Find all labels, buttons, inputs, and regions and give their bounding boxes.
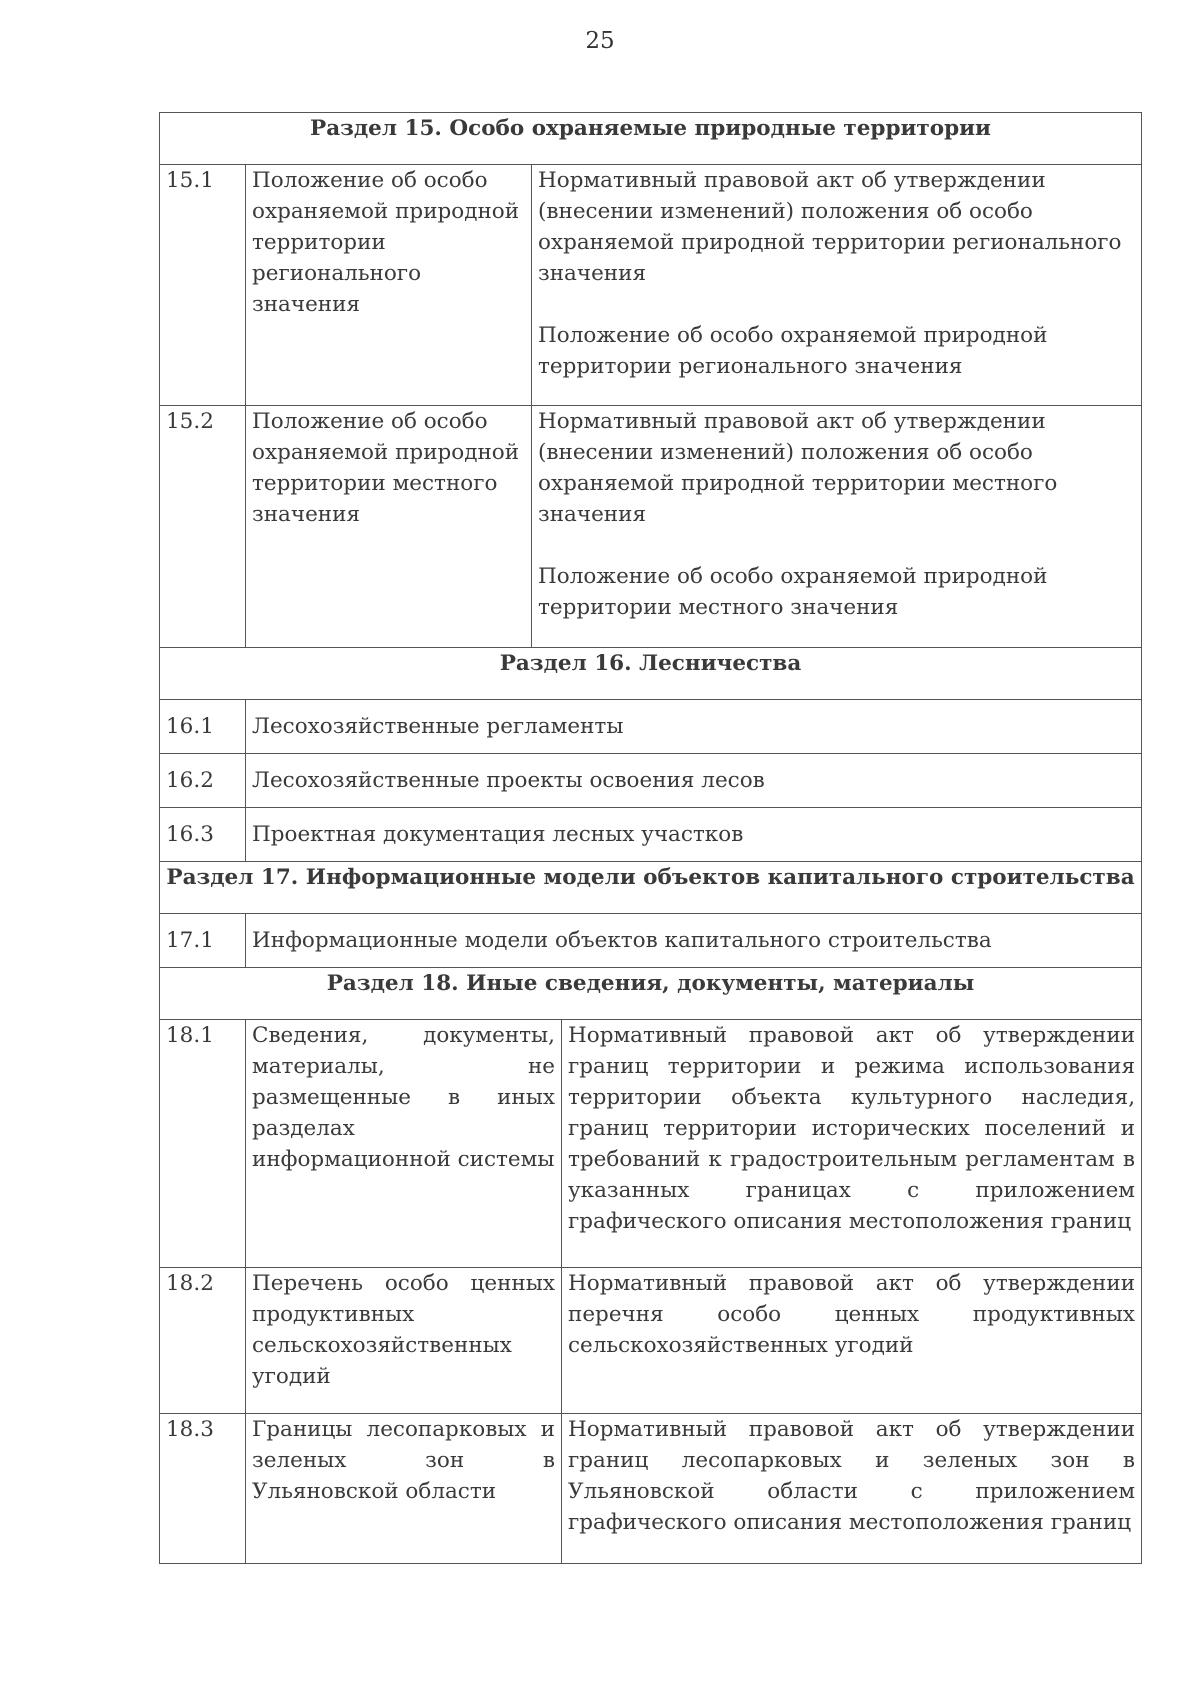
row-number: 16.1 [160, 700, 246, 754]
row-document-act: Нормативный правовой акт об утверждении (внесении изменений) положения об особо охраняемой природной территории регионального значения [538, 168, 1122, 286]
section-15-header-row [160, 113, 1142, 165]
table-row [160, 1020, 1142, 1268]
table-row [160, 754, 1142, 808]
row-number: 18.1 [160, 1020, 246, 1268]
row-text: Лесохозяйственные регламенты [246, 700, 1142, 754]
row-text: Информационные модели объектов капитального строительства [246, 914, 1142, 968]
row-document-regulation: Положение об особо охраняемой природной территории регионального значения [538, 323, 1048, 379]
section-title: Раздел 16. Лесничества [160, 648, 1142, 700]
table-row [160, 1268, 1142, 1414]
section-17-header-row [160, 862, 1142, 914]
row-name: Сведения, документы, материалы, не размещенные в иных разделах информационной системы [246, 1020, 562, 1268]
row-text: Проектная документация лесных участков [246, 808, 1142, 862]
row-number: 18.3 [160, 1414, 246, 1564]
section-16-header-row [160, 648, 1142, 700]
row-document-regulation: Положение об особо охраняемой природной территории местного значения [538, 564, 1048, 620]
row-name: Границы лесопарковых и зеленых зон в Ульяновской области [246, 1414, 562, 1564]
row-number: 15.1 [160, 165, 246, 406]
row-name: Положение об особо охраняемой природной территории регионального значения [246, 165, 532, 406]
row-number: 15.2 [160, 406, 246, 648]
row-document: Нормативный правовой акт об утверждении перечня особо ценных продуктивных сельскохозяйственных угодий [562, 1268, 1142, 1414]
row-name: Положение об особо охраняемой природной территории местного значения [246, 406, 532, 648]
section-title: Раздел 15. Особо охраняемые природные территории [160, 113, 1142, 165]
table-row [160, 700, 1142, 754]
table-row [160, 914, 1142, 968]
row-number: 16.3 [160, 808, 246, 862]
row-text: Лесохозяйственные проекты освоения лесов [246, 754, 1142, 808]
table-row [160, 165, 1142, 406]
row-documents [532, 406, 1142, 648]
documents-table [159, 112, 1142, 1564]
page-number: 25 [585, 28, 615, 54]
row-document-act: Нормативный правовой акт об утверждении (внесении изменений) положения об особо охраняемой природной территории местного значения [538, 409, 1058, 527]
section-18-header-row [160, 968, 1142, 1020]
table-row [160, 406, 1142, 648]
row-documents [532, 165, 1142, 406]
row-number: 16.2 [160, 754, 246, 808]
row-number: 18.2 [160, 1268, 246, 1414]
row-document: Нормативный правовой акт об утверждении границ территории и режима использования территории объекта культурного наследия, границ территории исторических поселений и требований к градостроительным регламентам в указанных границах с приложением графического описания местоположения границ [562, 1020, 1142, 1268]
row-name: Перечень особо ценных продуктивных сельскохозяйственных угодий [246, 1268, 562, 1414]
table-row [160, 1414, 1142, 1564]
table-row [160, 808, 1142, 862]
row-number: 17.1 [160, 914, 246, 968]
section-title: Раздел 17. Информационные модели объектов капитального строительства [160, 862, 1142, 914]
section-title: Раздел 18. Иные сведения, документы, материалы [160, 968, 1142, 1020]
row-document: Нормативный правовой акт об утверждении границ лесопарковых и зеленых зон в Ульяновской области с приложением графического описания местоположения границ [562, 1414, 1142, 1564]
